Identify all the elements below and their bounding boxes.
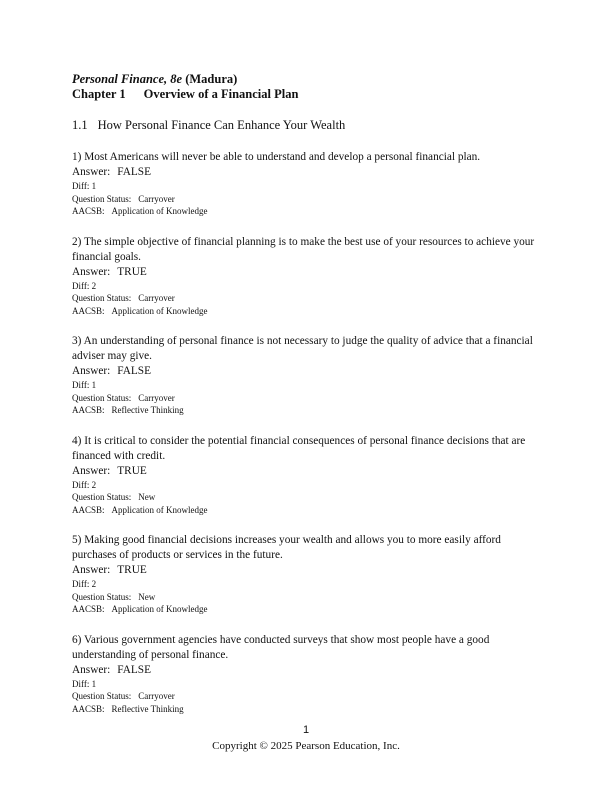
status-value: Carryover	[138, 691, 175, 701]
answer-value: TRUE	[117, 464, 147, 477]
aacsb-line	[72, 305, 542, 318]
answer-line	[72, 265, 542, 280]
aacsb-label: AACSB:	[72, 405, 105, 415]
aacsb-line	[72, 504, 542, 517]
question-text: 6) Various government agencies have conducted surveys that show most people have a good understanding of personal finance.	[72, 633, 490, 661]
status-line	[72, 292, 542, 305]
aacsb-value: Application of Knowledge	[111, 305, 208, 316]
status-value: New	[138, 492, 156, 502]
question-item	[72, 235, 542, 318]
answer-value: FALSE	[117, 166, 151, 178]
difficulty: Diff: 1	[72, 181, 97, 191]
book-heading	[72, 72, 542, 87]
answer-value: TRUE	[117, 564, 147, 576]
aacsb-value: Application of Knowledge	[111, 604, 208, 614]
difficulty: Diff: 1	[72, 380, 97, 390]
question-item	[72, 533, 542, 616]
status-value: Carryover	[138, 193, 175, 204]
status-label: Question Status:	[72, 492, 132, 502]
question-list	[72, 150, 542, 715]
status-line	[72, 690, 542, 703]
question-item	[72, 633, 542, 716]
status-label: Question Status:	[72, 193, 132, 204]
copyright-notice: Copyright © 2025 Pearson Education, Inc.	[212, 740, 400, 752]
answer-value: TRUE	[117, 265, 147, 278]
chapter-title: Overview of a Financial Plan	[143, 87, 299, 101]
aacsb-value: Application of Knowledge	[111, 504, 208, 515]
document-page	[72, 72, 542, 715]
section-number: 1.1	[72, 118, 88, 132]
aacsb-line	[72, 404, 542, 417]
aacsb-value: Reflective Thinking	[111, 703, 184, 714]
answer-line	[72, 464, 542, 479]
section-title: How Personal Finance Can Enhance Your Wealth	[97, 118, 346, 132]
page-number: 1	[302, 724, 310, 736]
answer-label: Answer:	[72, 663, 111, 676]
aacsb-line	[72, 603, 542, 616]
question-item	[72, 334, 542, 417]
status-value: Carryover	[138, 392, 175, 403]
answer-line	[72, 364, 542, 379]
chapter-label: Chapter 1	[72, 87, 126, 101]
section-heading	[72, 118, 542, 133]
aacsb-line	[72, 205, 542, 218]
answer-label: Answer:	[72, 564, 111, 576]
difficulty: Diff: 2	[72, 579, 97, 589]
answer-value: FALSE	[117, 663, 151, 676]
question-text: 2) The simple objective of financial planning is to make the best use of your resources to achieve your financial goals.	[72, 235, 535, 263]
question-text: 5) Making good financial decisions increases your wealth and allows you to more easily afford purchases of products or services in the future.	[72, 534, 501, 561]
status-line	[72, 193, 542, 206]
aacsb-label: AACSB:	[72, 703, 105, 714]
aacsb-line	[72, 703, 542, 716]
answer-label: Answer:	[72, 166, 111, 178]
question-text: 4) It is critical to consider the potential financial consequences of personal finance decisions that are financed with credit.	[72, 434, 526, 462]
question-item	[72, 434, 542, 517]
answer-line	[72, 563, 542, 578]
difficulty: Diff: 1	[72, 678, 97, 689]
answer-label: Answer:	[72, 365, 111, 377]
chapter-heading	[72, 87, 542, 102]
status-label: Question Status:	[72, 293, 132, 303]
status-value: Carryover	[138, 293, 175, 303]
aacsb-label: AACSB:	[72, 604, 105, 614]
status-line	[72, 392, 542, 405]
aacsb-label: AACSB:	[72, 504, 105, 515]
difficulty: Diff: 2	[72, 479, 97, 490]
aacsb-label: AACSB:	[72, 206, 105, 216]
difficulty: Diff: 2	[72, 280, 97, 291]
answer-line	[72, 663, 542, 678]
book-author: (Madura)	[185, 72, 238, 86]
status-label: Question Status:	[72, 691, 132, 701]
answer-label: Answer:	[72, 464, 111, 477]
aacsb-value: Reflective Thinking	[111, 405, 184, 415]
aacsb-value: Application of Knowledge	[111, 206, 208, 216]
status-line	[72, 491, 542, 504]
answer-value: FALSE	[117, 365, 151, 377]
answer-label: Answer:	[72, 265, 111, 278]
status-label: Question Status:	[72, 392, 132, 403]
question-item	[72, 150, 542, 218]
status-value: New	[138, 591, 156, 602]
book-title: Personal Finance, 8e	[72, 72, 183, 86]
answer-line	[72, 165, 542, 180]
aacsb-label: AACSB:	[72, 305, 105, 316]
question-text: 3) An understanding of personal finance is not necessary to judge the quality of advice that a financial adviser may give.	[72, 335, 533, 362]
status-line	[72, 591, 542, 604]
status-label: Question Status:	[72, 591, 132, 602]
question-text: 1) Most Americans will never be able to understand and develop a personal financial plan.	[72, 151, 481, 163]
